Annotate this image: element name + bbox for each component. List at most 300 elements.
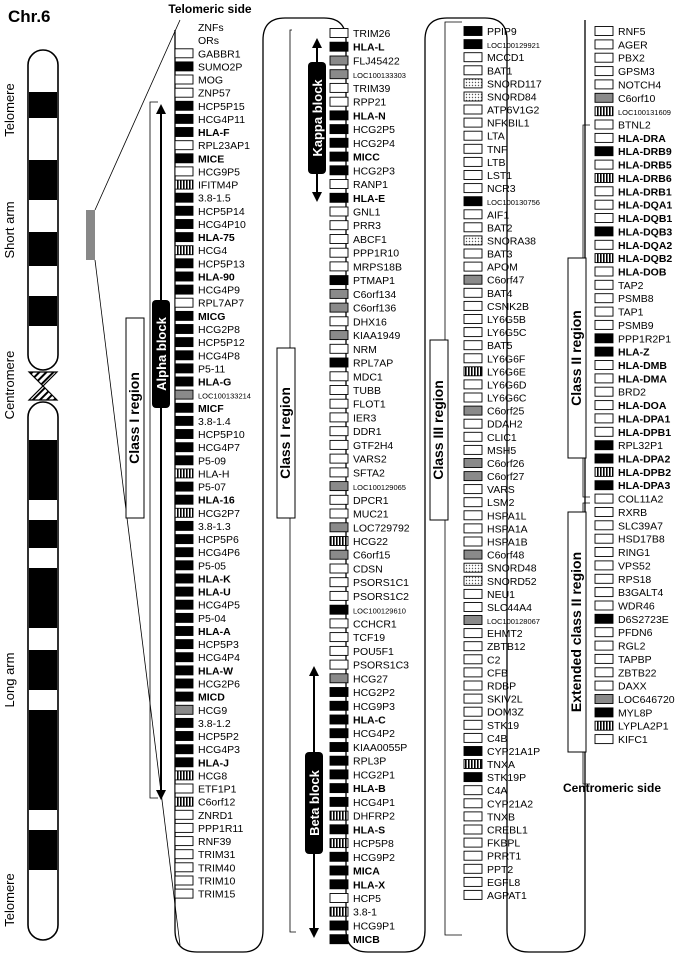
gene-label: LY6G5C (487, 327, 527, 340)
gene-row (464, 235, 536, 247)
gene-label: GABBR1 (198, 48, 241, 61)
gene-row (464, 825, 528, 837)
gene-marker (330, 839, 348, 848)
gene-row (175, 679, 240, 691)
gene-row (595, 467, 671, 479)
gene-label: LY6G6D (487, 379, 527, 392)
gene-row (330, 715, 386, 727)
gene-label: SLC39A7 (618, 520, 663, 533)
gene-marker (175, 495, 193, 504)
gene-marker (464, 524, 482, 533)
gene-row (464, 105, 539, 117)
gene-marker (464, 799, 482, 808)
gene-marker (330, 56, 348, 65)
gene-label: C6orf134 (353, 288, 397, 301)
gene-marker (595, 494, 613, 503)
gene-row (330, 632, 385, 644)
gene-marker (464, 157, 482, 166)
gene-marker (330, 125, 348, 134)
gene-marker (464, 550, 482, 559)
gene-label: HCG4P2 (353, 728, 396, 741)
gene-marker (464, 144, 482, 153)
gene-row (330, 165, 395, 177)
gene-label: HLA-J (198, 757, 229, 770)
gene-row (330, 866, 380, 878)
gene-label: TCF19 (353, 632, 386, 645)
gene-marker (175, 508, 193, 517)
gene-label: LOC646720 (618, 694, 675, 706)
gene-label: RXRB (618, 507, 648, 519)
gene-row (175, 836, 231, 848)
gene-row (595, 427, 671, 439)
gene-row (175, 823, 243, 835)
label-telomere-bottom: Telomere (2, 873, 17, 927)
gene-label: KIAA1949 (353, 330, 401, 343)
gene-marker (595, 641, 613, 650)
gene-marker (330, 372, 348, 381)
gene-label: CLIC1 (487, 431, 517, 444)
gene-label: HCG2P3 (353, 165, 396, 178)
gene-label: DDAH2 (487, 418, 523, 431)
gene-marker (595, 708, 613, 717)
gene-marker (330, 701, 348, 710)
gene-row (175, 61, 242, 73)
gene-label: BAT2 (487, 222, 513, 235)
gene-row (330, 28, 391, 40)
gene-row (175, 219, 246, 231)
gene-row (595, 641, 646, 653)
gene-row (464, 262, 518, 274)
gene-row (330, 124, 395, 136)
gene-label: IFITM4P (198, 179, 239, 192)
gene-label: C6orf10 (618, 92, 656, 105)
gene-label: HLA-DPB2 (618, 466, 672, 479)
gene-label: HLA-DOB (618, 266, 667, 279)
gene-label: HLA-W (198, 665, 233, 678)
gene-row (595, 707, 652, 719)
gene-label: PSORS1C2 (353, 590, 410, 603)
gene-row (595, 681, 647, 693)
gene-label: FKBPL (487, 837, 521, 850)
gene-label: NRM (353, 343, 377, 356)
gene-label: HCG4P8 (198, 350, 241, 363)
gene-marker (595, 628, 613, 637)
gene-label: HLA-DQA1 (618, 199, 673, 212)
gene-label: TNXB (487, 811, 516, 824)
gene-marker (175, 561, 193, 570)
gene-marker (595, 387, 613, 396)
gene-marker (595, 454, 613, 463)
gene-label: HCP5P14 (198, 205, 245, 218)
gene-label: TAP2 (618, 279, 644, 292)
gene-row (464, 798, 533, 810)
gene-row (330, 811, 395, 823)
gene-row (330, 646, 394, 658)
gene-label: ZBTB12 (487, 641, 526, 654)
gene-label: ZNP57 (198, 87, 231, 100)
gene-marker (330, 427, 348, 436)
gene-row (595, 293, 654, 305)
gene-marker (595, 401, 613, 410)
gene-row (464, 641, 526, 653)
gene-marker (464, 655, 482, 664)
gene-marker (175, 613, 193, 622)
gene-label: 3.8-1.3 (198, 520, 231, 533)
gene-row (175, 521, 231, 533)
gene-row (175, 180, 238, 192)
gene-row (595, 520, 663, 532)
gene-row (198, 35, 219, 47)
gene-label: TNF (487, 143, 508, 156)
gene-marker (464, 288, 482, 297)
gene-marker (464, 877, 482, 886)
gene-marker (175, 206, 193, 215)
gene-label: MICF (198, 402, 224, 415)
gene-row (595, 654, 652, 666)
gene-label: PPP1R11 (198, 822, 244, 835)
gene-row (464, 275, 525, 287)
gene-label: LOC100128067 (487, 617, 540, 626)
gene-label: HLA-DQB2 (618, 253, 673, 266)
gene-marker (464, 301, 482, 310)
gene-marker (175, 600, 193, 609)
gene-label: HCG22 (353, 536, 389, 548)
gene-marker (464, 432, 482, 441)
gene-label: P5-04 (198, 612, 227, 625)
label-telomere-top: Telomere (2, 83, 17, 137)
gene-marker (595, 668, 613, 677)
gene-marker (464, 118, 482, 127)
gene-marker (175, 259, 193, 268)
gene-label: RNF39 (198, 836, 232, 849)
gene-label: HCG9P2 (353, 851, 396, 864)
gene-marker (464, 380, 482, 389)
gene-marker (464, 694, 482, 703)
gene-marker (595, 80, 613, 89)
gene-row (464, 811, 515, 823)
gene-label: CREBL1 (487, 824, 528, 837)
gene-row (595, 547, 650, 559)
telomeric-side-label: Telomeric side (168, 2, 252, 16)
gene-marker (464, 105, 482, 114)
gene-label: ZBTB22 (618, 667, 657, 680)
gene-row (175, 337, 245, 349)
gene-label: IER3 (353, 412, 377, 425)
gene-label: SNORA38 (487, 235, 537, 248)
gene-label: HLA-DMA (618, 373, 667, 386)
gene-marker (464, 419, 482, 428)
gene-label: HLA-U (198, 586, 231, 599)
region-label-ext-class2 (568, 512, 586, 752)
gene-row (175, 272, 235, 284)
gene-label: C6orf26 (487, 458, 525, 470)
gene-marker (175, 482, 193, 491)
gene-row (464, 118, 530, 130)
gene-row (330, 138, 395, 150)
gene-marker (330, 276, 348, 285)
gene-label: EGFL8 (487, 876, 521, 889)
gene-marker (464, 210, 482, 219)
gene-marker (595, 361, 613, 370)
gene-row (175, 193, 231, 205)
gene-marker (175, 810, 193, 819)
gene-marker (595, 334, 613, 343)
gene-label: C6orf47 (487, 274, 525, 287)
gene-label: NFKBIL1 (487, 117, 530, 130)
gene-label: PSMB8 (618, 293, 654, 306)
gene-label: MYL8P (618, 707, 653, 720)
gene-row (464, 52, 524, 64)
gene-row (595, 160, 672, 172)
gene-label: TRIM26 (353, 28, 391, 40)
gene-marker (175, 390, 193, 399)
gene-row (175, 140, 250, 152)
gene-row (175, 75, 223, 87)
gene-label: EHMT2 (487, 628, 523, 641)
gene-marker (464, 406, 482, 415)
gene-label: P5-09 (198, 455, 227, 468)
gene-marker (464, 249, 482, 258)
gene-marker (464, 603, 482, 612)
gene-label: SFTA2 (353, 467, 385, 480)
gene-marker (464, 838, 482, 847)
gene-label: MICG (198, 310, 226, 323)
gene-row (330, 893, 381, 905)
gene-row (330, 220, 381, 232)
gene-label: MCCD1 (487, 52, 525, 65)
gene-marker (330, 166, 348, 175)
gene-row (464, 353, 525, 365)
gene-label: HCP5 (353, 893, 382, 905)
gene-row (464, 537, 528, 549)
gene-row (464, 327, 527, 339)
gene-label: STK19 (487, 719, 520, 732)
gene-label: NOTCH4 (618, 79, 662, 92)
region-label-class2 (568, 258, 586, 458)
gene-row (330, 83, 391, 95)
gene-label: HLA-X (353, 879, 386, 892)
gene-row (464, 772, 526, 784)
gene-row (464, 40, 540, 51)
gene-label: LSM2 (487, 497, 515, 510)
gene-marker (330, 564, 348, 573)
gene-marker (175, 338, 193, 347)
gene-label: RNF5 (618, 26, 646, 38)
gene-marker (175, 62, 193, 71)
gene-row (464, 78, 542, 90)
gene-label: PBX2 (618, 52, 645, 65)
gene-label: LOC100130756 (487, 198, 540, 208)
gene-marker (175, 863, 193, 872)
gene-column-2 (330, 28, 410, 946)
gene-label: SKIV2L (487, 693, 523, 706)
gene-marker (330, 825, 348, 834)
gene-marker (595, 160, 613, 169)
gene-row (175, 403, 224, 415)
gene-row (595, 360, 667, 372)
gene-marker (175, 311, 193, 320)
gene-row (330, 934, 380, 946)
gene-label: HLA-DMB (618, 360, 667, 372)
gene-marker (175, 535, 193, 544)
gene-label: HCG4P5 (198, 599, 241, 612)
gene-label: GPSM3 (618, 66, 655, 79)
gene-row (595, 440, 663, 452)
gene-marker (595, 681, 613, 690)
gene-row (595, 373, 667, 385)
gene-marker (175, 272, 193, 281)
gene-marker (175, 521, 193, 530)
gene-label: RPL23AP1 (198, 140, 250, 153)
gene-row (330, 234, 387, 246)
gene-label: RANP1 (353, 179, 389, 191)
gene-label: RING1 (618, 547, 651, 559)
gene-marker (464, 315, 482, 324)
gene-label: C6orf25 (487, 405, 525, 418)
gene-marker (464, 171, 482, 180)
gene-row (175, 547, 240, 559)
gene-marker (330, 221, 348, 230)
gene-label: MRPS18B (353, 261, 403, 274)
gene-label: 3.8-1 (353, 906, 377, 919)
gene-marker (464, 40, 482, 49)
gene-marker (595, 441, 613, 450)
gene-marker (175, 640, 193, 649)
gene-label: CFB (487, 667, 508, 680)
gene-label: B3GALT4 (618, 587, 664, 600)
gene-row (175, 731, 239, 743)
gene-row (464, 419, 523, 431)
gene-label: HLA-H (198, 468, 230, 481)
gene-row (330, 275, 395, 287)
gene-row (175, 468, 230, 480)
gene-marker (175, 128, 193, 137)
gene-row (330, 509, 389, 521)
gene-row (175, 862, 236, 874)
gene-marker (175, 285, 193, 294)
gene-label: ABCF1 (353, 234, 387, 246)
gene-label: RGL2 (618, 640, 646, 653)
gene-row (175, 744, 240, 756)
gene-label: P5-11 (198, 363, 226, 376)
gene-label: CYP21A2 (487, 798, 534, 811)
gene-label: HLA-DRB5 (618, 159, 672, 172)
gene-label: HCG9 (198, 704, 228, 717)
gene-label: HLA-L (353, 41, 385, 54)
alpha-block-label: Alpha block (154, 317, 169, 391)
gene-row (330, 605, 406, 616)
gene-label: 3.8-1.4 (198, 415, 231, 428)
gene-label: LOC729792 (353, 522, 410, 535)
gene-marker (330, 866, 348, 875)
gene-column-1 (175, 22, 251, 901)
gene-marker (175, 377, 193, 386)
gene-label: CCHCR1 (353, 618, 397, 631)
gene-marker (464, 563, 482, 572)
gene-row (330, 701, 395, 713)
gene-marker (595, 347, 613, 356)
gene-label: HLA-DRA (618, 132, 666, 145)
gene-marker (330, 674, 348, 683)
gene-label: HCG4P3 (198, 744, 241, 757)
gene-row (595, 146, 672, 158)
gene-marker (175, 837, 193, 846)
gene-row (330, 261, 402, 273)
gene-marker (330, 97, 348, 106)
gene-label: BAT5 (487, 340, 513, 353)
gene-label: P5-07 (198, 481, 227, 494)
gene-label: HSPA1B (487, 536, 528, 549)
gene-row (175, 429, 245, 441)
gene-label: C6orf15 (353, 549, 391, 562)
gene-label: COL11A2 (618, 493, 664, 506)
gene-label: SNORD117 (487, 78, 542, 91)
gene-label: HLA-DPB1 (618, 426, 672, 439)
gene-row (175, 770, 227, 782)
gene-marker (175, 469, 193, 478)
gene-marker (175, 850, 193, 859)
gene-label: HLA-C (353, 714, 386, 727)
gene-label: HCP5P2 (198, 731, 239, 743)
chromosome-title: Chr.6 (8, 7, 51, 26)
gene-label: LYPLA2P1 (618, 720, 669, 733)
gene-marker (330, 344, 348, 353)
gene-marker (175, 771, 193, 780)
gene-label: LTB (487, 156, 506, 169)
gene-marker (175, 456, 193, 465)
gene-row (464, 694, 523, 706)
gene-label: TRIM10 (198, 875, 236, 888)
gene-label: HCG2P5 (353, 124, 396, 137)
gene-label: BTNL2 (618, 119, 651, 132)
gene-row (175, 495, 235, 507)
gene-label: TRIM31 (198, 849, 236, 862)
gene-row (330, 179, 388, 191)
gene-row (595, 53, 645, 65)
gene-row (464, 746, 540, 758)
gene-label: CDSN (353, 563, 383, 576)
gene-marker (595, 521, 613, 530)
gene-row (464, 393, 527, 405)
gene-label: DPCR1 (353, 494, 389, 507)
gene-label: HLA-DRB6 (618, 173, 672, 185)
gene-row (175, 127, 230, 139)
gene-label: LOC100129610 (353, 606, 406, 616)
gene-row (595, 66, 655, 78)
gene-row (175, 705, 227, 717)
gene-label: RPL32P1 (618, 440, 663, 453)
gene-label: HLA-DRB9 (618, 146, 672, 159)
gene-row (595, 534, 665, 546)
gene-marker (595, 67, 613, 76)
gene-marker (175, 193, 193, 202)
gene-label: DDR1 (353, 426, 382, 439)
gene-marker (330, 317, 348, 326)
gene-label: BAT4 (487, 287, 513, 300)
gene-marker (330, 605, 348, 614)
gene-row (330, 769, 395, 781)
gene-marker (595, 254, 613, 263)
gene-row (330, 344, 377, 356)
gene-marker (464, 262, 482, 271)
gene-marker (330, 688, 348, 697)
gene-label: ORs (198, 35, 219, 48)
gene-marker (464, 681, 482, 690)
gene-marker (330, 921, 348, 930)
gene-label: HLA-DPA1 (618, 413, 671, 426)
gene-row (595, 226, 672, 238)
gene-marker (330, 770, 348, 779)
